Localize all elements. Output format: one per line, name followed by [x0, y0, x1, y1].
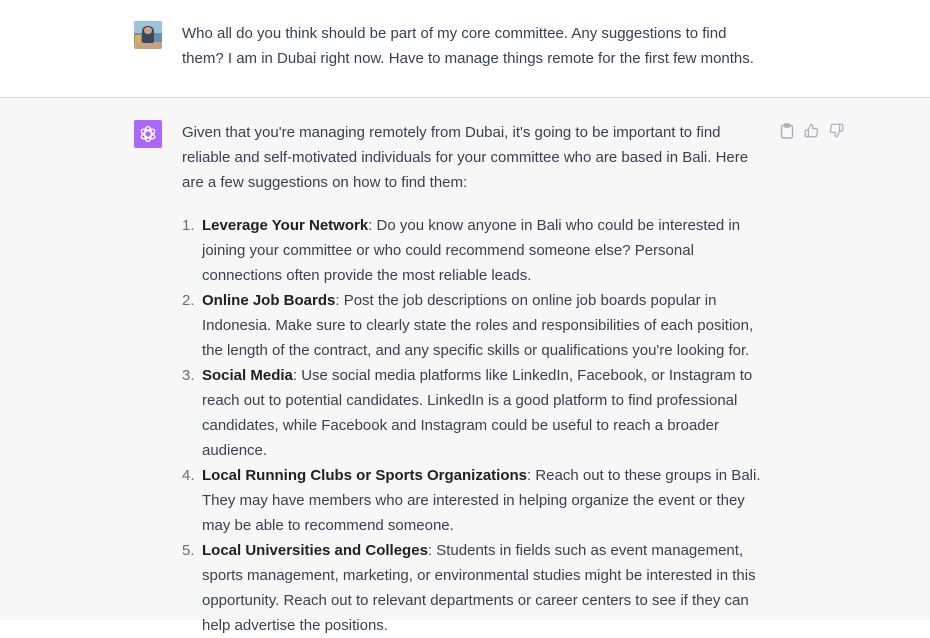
message-actions — [778, 122, 845, 139]
copy-button[interactable] — [778, 122, 795, 139]
list-item-title: Leverage Your Network — [202, 217, 369, 234]
thumbs-down-button[interactable] — [828, 122, 845, 139]
user-message-row — [0, 0, 930, 98]
list-item — [182, 288, 772, 363]
assistant-message-row — [0, 98, 930, 634]
list-item-body: : Post the job descriptions on online job boards popular in Indonesia. Make sure to clearly state the roles and responsibilities of each position, the length of the contract, and any specific skills or qualifications you're looking for. — [202, 292, 754, 359]
list-item — [182, 463, 772, 538]
list-item-title: Local Running Clubs or Sports Organizations — [202, 467, 528, 484]
list-item — [182, 213, 772, 288]
clipboard-icon — [780, 123, 794, 139]
list-item-body: : Reach out to these groups in Bali. They may have members who are interested in helping organize the event or they may be able to recommend someone. — [202, 467, 761, 534]
list-item-number: 1. — [182, 217, 195, 234]
list-item — [182, 538, 772, 638]
list-item-number: 4. — [182, 467, 195, 484]
user-message-text: Who all do you think should be part of my core committee. Any suggestions to find them? I am in Dubai right now. Have to manage things remote for the first few months. — [182, 25, 754, 67]
list-item-body: : Do you know anyone in Bali who could be interested in joining your committee or who could recommend someone else? Personal connections often provide the most reliable leads. — [202, 217, 741, 284]
suggestion-list — [182, 213, 772, 638]
thumbs-up-icon — [804, 123, 819, 138]
list-item-title: Online Job Boards — [202, 292, 336, 309]
list-item-number: 5. — [182, 542, 195, 559]
assistant-message-text — [182, 120, 772, 638]
openai-logo-icon — [134, 120, 162, 148]
list-item-body: : Students in fields such as event management, sports management, marketing, or environmental studies might be interested in this opportunity. Reach out to relevant departments or career centers to see if they can help advertise the positions. — [202, 542, 756, 634]
thumbs-up-button[interactable] — [803, 122, 820, 139]
user-avatar — [134, 21, 162, 49]
list-item-number: 3. — [182, 367, 195, 384]
list-item-title: Local Universities and Colleges — [202, 542, 428, 559]
list-item-title: Social Media — [202, 367, 293, 384]
list-item-body: : Use social media platforms like LinkedIn, Facebook, or Instagram to reach out to potential candidates. LinkedIn is a good platform to find professional candidates, while Facebook and Instagram could be useful to reach a broader audience. — [202, 367, 753, 459]
assistant-intro: Given that you're managing remotely from Dubai, it's going to be important to find reliable and self-motivated individuals for your committee who are based in Bali. Here are a few suggestions on how to find them: — [182, 124, 749, 191]
thumbs-down-icon — [829, 123, 844, 138]
list-item — [182, 363, 772, 463]
list-item-number: 2. — [182, 292, 195, 309]
